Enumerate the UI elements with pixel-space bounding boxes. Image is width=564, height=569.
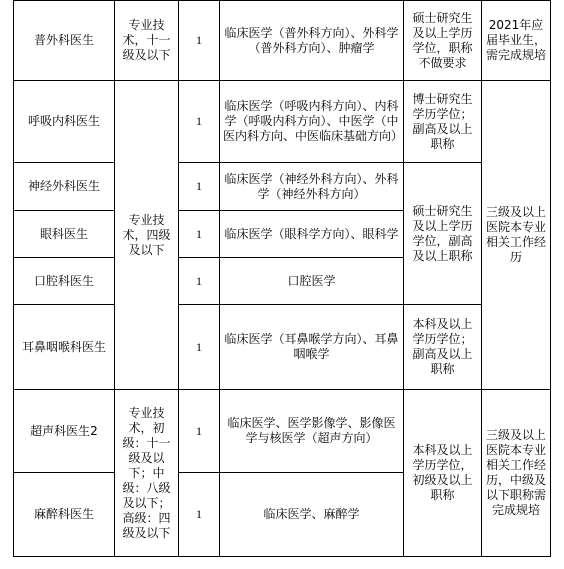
other-requirement: 三级及以上医院本专业相关工作经历 xyxy=(482,81,551,390)
table-row xyxy=(14,81,551,163)
position-name: 呼吸内科医生 xyxy=(14,81,115,163)
education-requirement: 本科及以上学历学位，初级及以上职称 xyxy=(404,390,482,557)
title-level: 专业技术，初级：十一级及以下；中级：八级及以下；高级：四级及以下 xyxy=(115,390,179,557)
title-level: 专业技术，十一级及以下 xyxy=(115,1,179,81)
major-requirement: 临床医学（眼科学方向）、眼科学 xyxy=(220,211,404,258)
education-requirement: 硕士研究生及以上学历学位，副高及以上职称 xyxy=(404,163,482,305)
hiring-count: 1 xyxy=(179,81,220,163)
table-row xyxy=(14,305,551,390)
major-requirement: 口腔医学 xyxy=(220,258,404,305)
recruitment-table xyxy=(13,0,551,557)
position-name: 口腔科医生 xyxy=(14,258,115,305)
position-name: 神经外科医生 xyxy=(14,163,115,211)
hiring-count: 1 xyxy=(179,163,220,211)
education-requirement: 硕士研究生及以上学历学位，职称不做要求 xyxy=(404,1,482,81)
position-name: 超声科医生2 xyxy=(14,390,115,473)
table-row xyxy=(14,1,551,81)
table-row xyxy=(14,163,551,211)
major-requirement: 临床医学、麻醉学 xyxy=(220,473,404,557)
position-name: 耳鼻咽喉科医生 xyxy=(14,305,115,390)
hiring-count: 1 xyxy=(179,305,220,390)
other-requirement: 2021年应届毕业生，需完成规培 xyxy=(482,1,551,81)
hiring-count: 1 xyxy=(179,473,220,557)
major-requirement: 临床医学（呼吸内科方向）、内科学（呼吸内科方向）、中医学（中医内科方向、中医临床基础方向） xyxy=(220,81,404,163)
education-requirement: 本科及以上学历学位；副高及以上职称 xyxy=(404,305,482,390)
position-name: 眼科医生 xyxy=(14,211,115,258)
other-requirement: 三级及以上医院本专业相关工作经历，中级及以下职称需完成规培 xyxy=(482,390,551,557)
hiring-count: 1 xyxy=(179,1,220,81)
title-level: 专业技术，四级及以下 xyxy=(115,81,179,390)
hiring-count: 1 xyxy=(179,211,220,258)
table-row xyxy=(14,390,551,473)
position-name: 普外科医生 xyxy=(14,1,115,81)
position-name: 麻醉科医生 xyxy=(14,473,115,557)
major-requirement: 临床医学（耳鼻喉学方向）、耳鼻咽喉学 xyxy=(220,305,404,390)
major-requirement: 临床医学、医学影像学、影像医学与核医学（超声方向） xyxy=(220,390,404,473)
major-requirement: 临床医学（神经外科方向）、外科学（神经外科方向） xyxy=(220,163,404,211)
major-requirement: 临床医学（普外科方向）、外科学（普外科方向）、肿瘤学 xyxy=(220,1,404,81)
hiring-count: 1 xyxy=(179,258,220,305)
education-requirement: 博士研究生学历学位；副高及以上职称 xyxy=(404,81,482,163)
hiring-count: 1 xyxy=(179,390,220,473)
